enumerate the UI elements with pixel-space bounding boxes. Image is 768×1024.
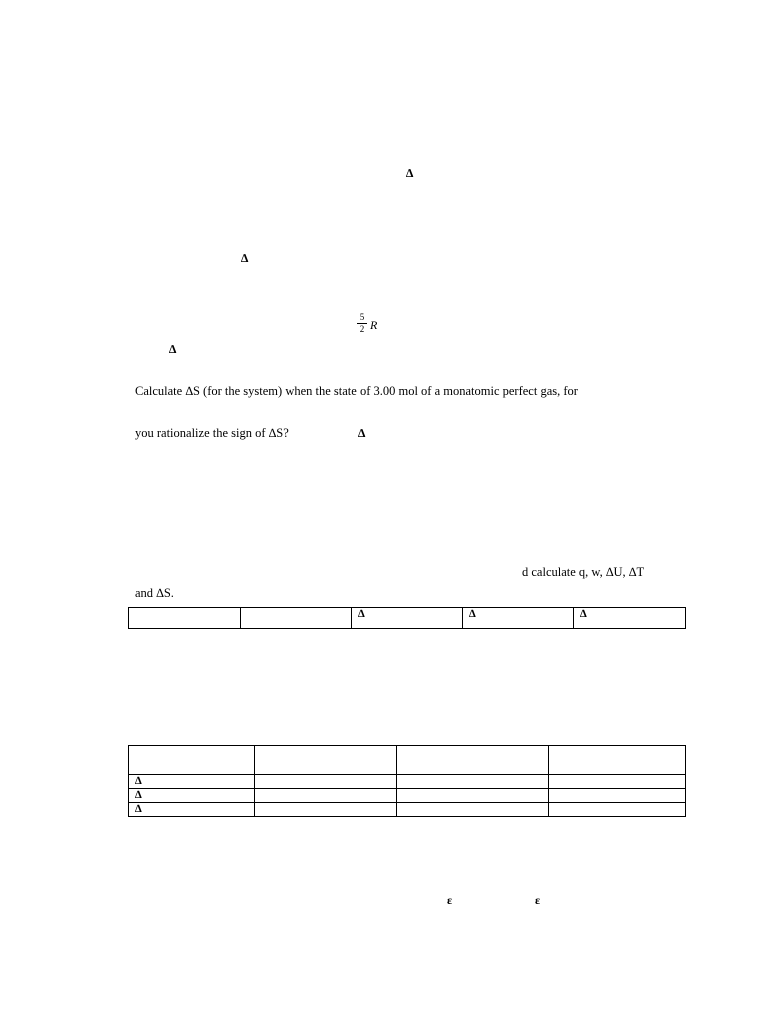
table-cell [241,608,352,629]
delta-symbol-2: ∆ [241,251,249,265]
table-cell: ∆ [574,608,686,629]
table-cell [255,775,397,789]
table-cell [255,803,397,817]
results-table-1 [128,607,686,629]
table-cell [397,789,549,803]
epsilon-symbol-1: ε [447,893,453,907]
epsilon-symbol-2: ε [535,893,541,907]
fraction-five-halves [356,313,368,334]
table-header-cell [255,746,397,775]
delta-symbol-1: ∆ [406,166,414,180]
gas-constant-symbol: R [370,318,378,332]
table-cell [397,775,549,789]
table-row [129,775,686,789]
table-cell [549,803,686,817]
table-cell: ∆ [463,608,574,629]
table-row [129,608,686,629]
table-header-row [129,746,686,775]
question-entropy-line-2: you rationalize the sign of ∆S? [135,426,289,440]
fraction-denominator: 2 [359,324,365,334]
table-cell [255,789,397,803]
table-cell: ∆ [129,789,255,803]
table-cell: ∆ [129,775,255,789]
question-calculate-line-2: and ∆S. [135,586,174,600]
table-header-cell [549,746,686,775]
table-cell [129,608,241,629]
results-table-2 [128,745,686,817]
table-cell: ∆ [129,803,255,817]
question-calculate-line-1: d calculate q, w, ∆U, ∆T [522,565,645,579]
fraction-numerator: 5 [359,312,365,322]
table-cell [549,775,686,789]
table-cell: ∆ [352,608,463,629]
table-row [129,789,686,803]
table-header-cell [129,746,255,775]
table-cell [397,803,549,817]
table-cell [549,789,686,803]
delta-symbol-4: ∆ [358,426,366,440]
delta-symbol-3: ∆ [169,342,177,356]
table-header-cell [397,746,549,775]
question-entropy-line-1: Calculate ∆S (for the system) when the state of 3.00 mol of a monatomic perfect gas, for [135,384,578,398]
table-row [129,803,686,817]
